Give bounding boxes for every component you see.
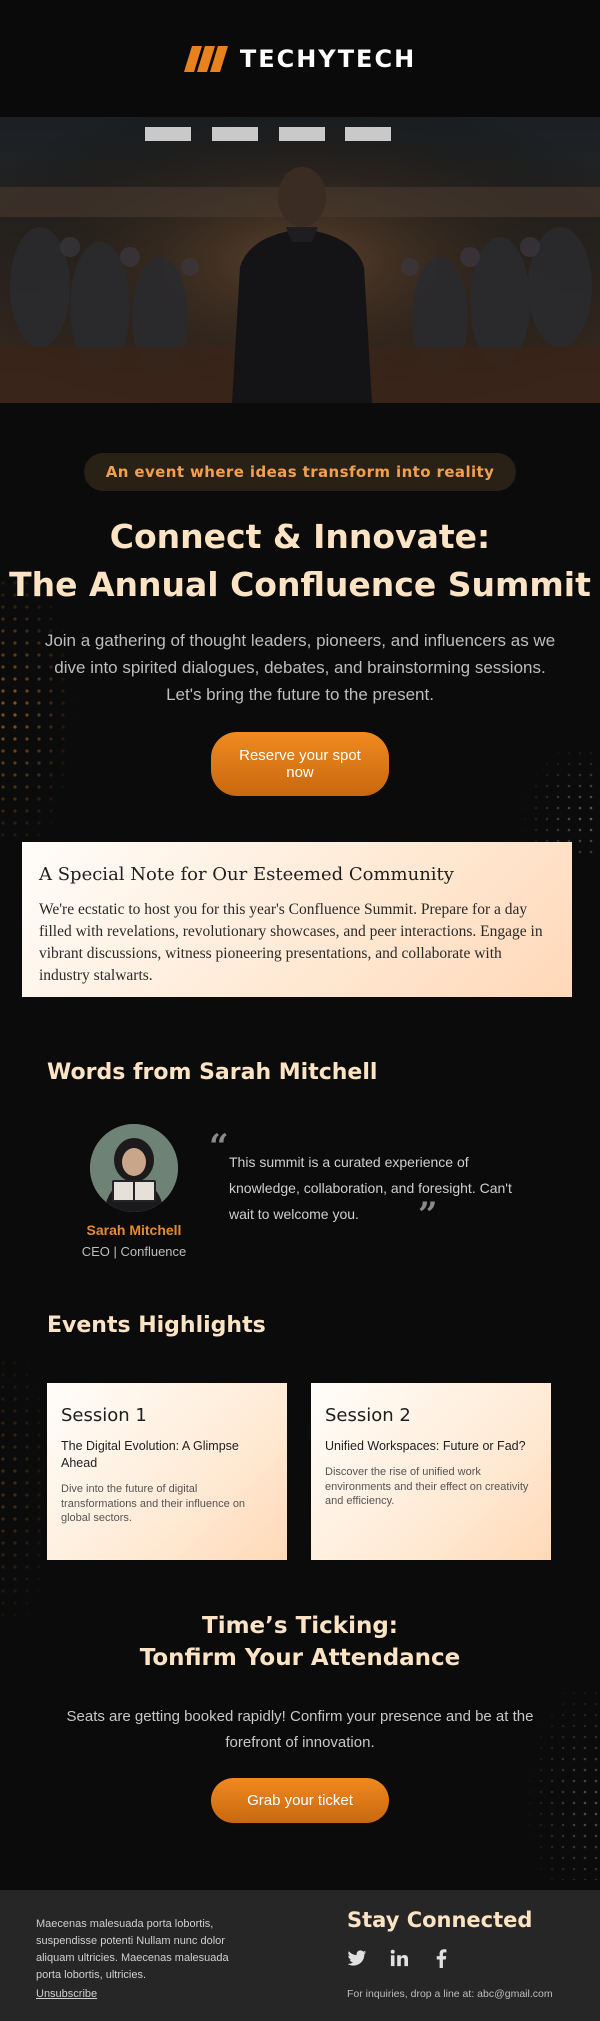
speaker-quote: This summit is a curated experience of knowledge, collaboration, and foresight. Can't wait to welcome you. xyxy=(229,1154,512,1222)
title-line-1: Connect & Innovate: xyxy=(109,517,491,556)
stripes-logo-icon xyxy=(184,46,228,72)
session-card[interactable] xyxy=(47,1383,287,1560)
grab-ticket-button[interactable]: Grab your ticket xyxy=(211,1778,389,1823)
confirm-title xyxy=(0,1610,600,1674)
confirm-title-line-2: Tonfirm Your Attendance xyxy=(139,1645,461,1671)
social-links xyxy=(347,1948,451,1968)
reserve-spot-button[interactable]: Reserve your spot now xyxy=(211,732,389,796)
title-line-2: The Annual Confluence Summit xyxy=(9,565,591,604)
twitter-icon[interactable] xyxy=(347,1948,367,1968)
avatar xyxy=(90,1124,178,1212)
note-heading: A Special Note for Our Esteemed Community xyxy=(39,864,454,885)
page-title xyxy=(0,513,600,609)
intro-subtitle: Join a gathering of thought leaders, pioneers, and influencers as we dive into spirited dialogues, debates, and brainstorming sessions. Let's bring the future to the present. xyxy=(44,631,556,704)
inquiry-text: For inquiries, drop a line at: abc@gmail.com xyxy=(347,1988,553,2000)
stay-connected-heading: Stay Connected xyxy=(347,1908,533,1932)
session-description: Dive into the future of digital transformations and their influence on global sectors. xyxy=(61,1483,246,1524)
speaker-name: Sarah Mitchell xyxy=(86,1222,182,1238)
speaker-role: CEO | Confluence xyxy=(81,1244,187,1259)
highlights-heading: Events Highlights xyxy=(47,1313,266,1338)
confirm-section xyxy=(0,1610,600,1823)
session-description: Discover the rise of unified work environments and their effect on creativity and efficiency. xyxy=(325,1466,529,1507)
session-label: Session 2 xyxy=(325,1405,411,1426)
brand-logo[interactable] xyxy=(184,45,416,73)
linkedin-icon[interactable] xyxy=(389,1948,409,1968)
session-title: The Digital Evolution: A Glimpse Ahead xyxy=(61,1439,239,1470)
unsubscribe-link[interactable]: Unsubscribe xyxy=(36,1988,98,2000)
quote-open-icon: “ xyxy=(209,1127,229,1167)
speaker-on-stage-photo xyxy=(0,117,600,403)
brand-name: TECHYTECH xyxy=(239,44,417,73)
confirm-text: Seats are getting booked rapidly! Confirm your presence and be at the forefront of innovation. xyxy=(66,1708,534,1751)
email-header xyxy=(0,0,600,117)
words-heading: Words from Sarah Mitchell xyxy=(47,1060,378,1085)
note-body: We're ecstatic to host you for this year's Confluence Summit. Prepare for a day filled with revelations, revolutionary showcases, and peer interactions. Engage in vibrant discussions, witness pioneering presentations, and collaborate with industry stalwarts. xyxy=(39,901,543,984)
email-footer xyxy=(0,1890,600,2021)
session-title: Unified Workspaces: Future or Fad? xyxy=(325,1439,526,1453)
special-note-card xyxy=(22,842,572,997)
quote-close-icon: ” xyxy=(418,1195,438,1235)
facebook-icon[interactable] xyxy=(431,1948,451,1968)
intro-section xyxy=(0,403,600,796)
footer-text: Maecenas malesuada porta lobortis, suspendisse potenti Nullam nunc dolor aliquam ultricies. Maecenas malesuada porta lobortis, ultricies. xyxy=(36,1918,229,1981)
session-card[interactable] xyxy=(311,1383,551,1560)
session-label: Session 1 xyxy=(61,1405,147,1426)
confirm-title-line-1: Time’s Ticking: xyxy=(202,1613,398,1639)
tagline-badge: An event where ideas transform into reality xyxy=(84,453,517,491)
